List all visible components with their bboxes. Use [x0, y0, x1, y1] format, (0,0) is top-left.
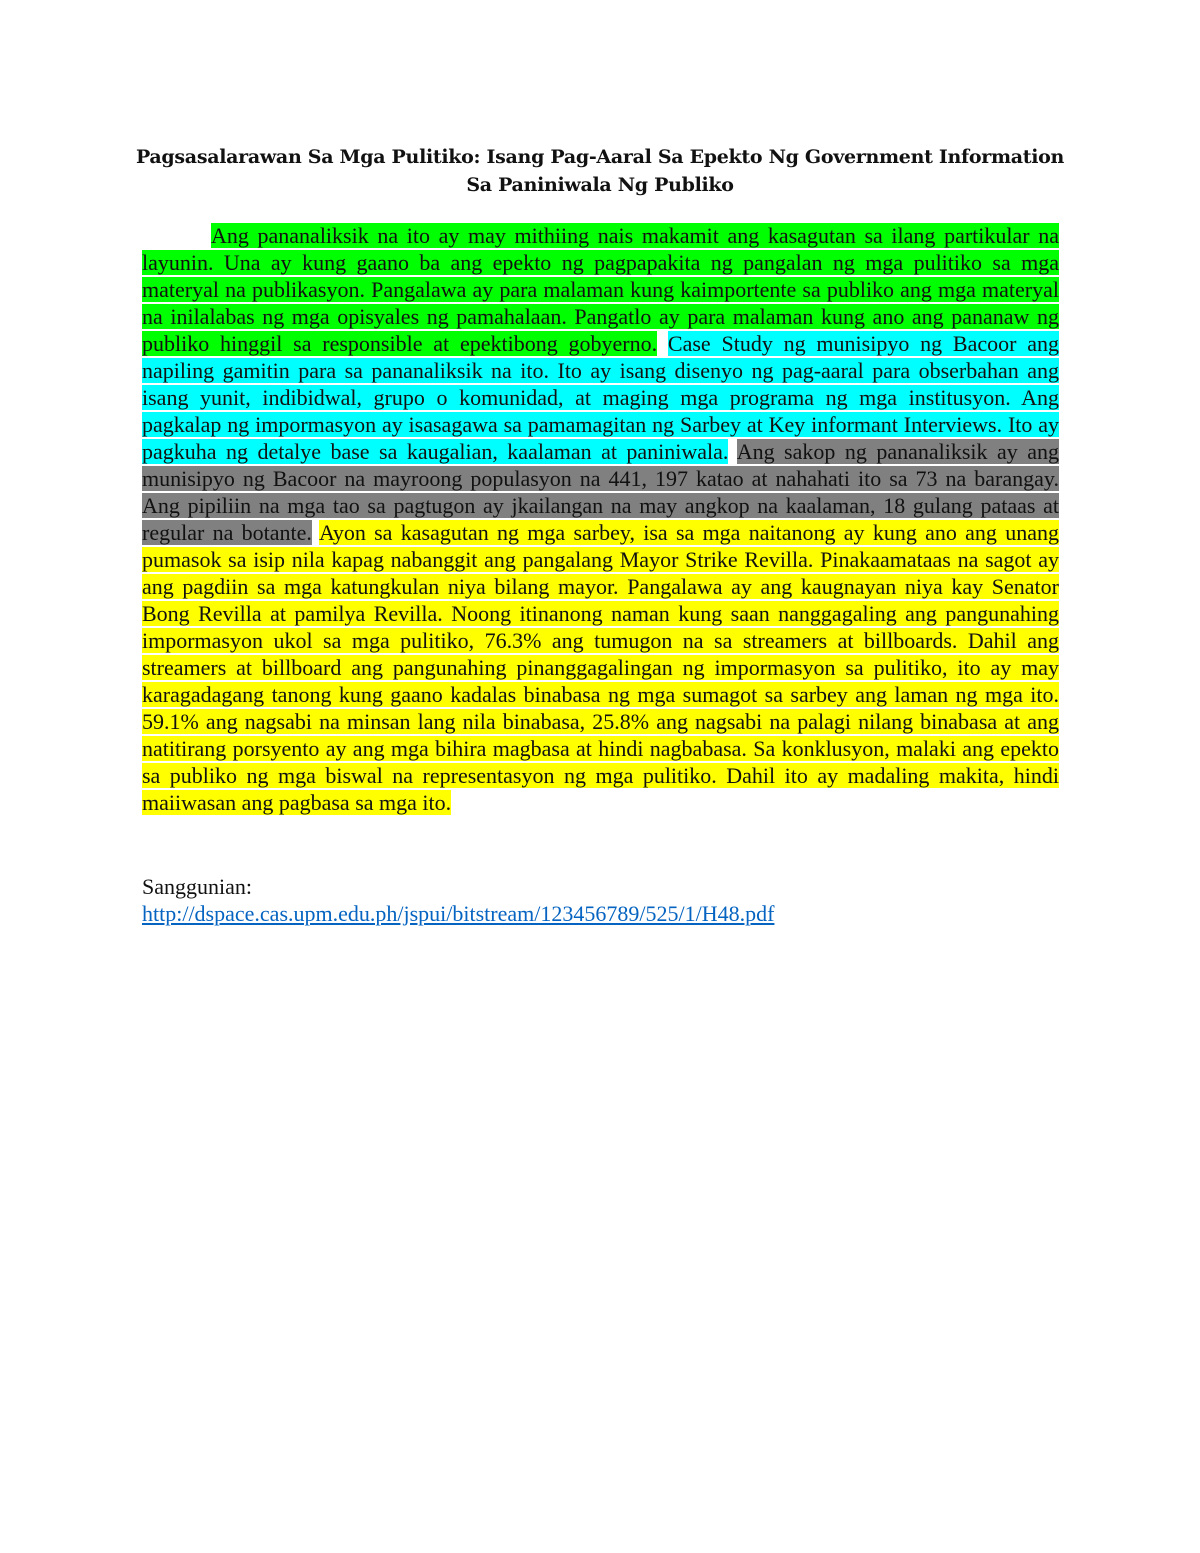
highlighted-segment-objectives: Ang pananaliksik na ito ay may mithiing nais makamit ang kasagutan sa ilang partikular na layunin. Una ay kung gaano ba ang epekto ng pagpapakita ng pangalan ng mga pulitiko sa mga materyal na publikasyon. Pangalawa ay para malaman kung kaimportente sa publiko ang mga materyal na inilalabas ng mga opisyales ng pamahalaan. Pangatlo ay para malaman kung ano ang pananaw ng publiko hinggil sa responsible at epektibong gobyerno.	[142, 223, 1059, 356]
highlighted-segment-scope: Ang sakop ng pananaliksik ay ang munisipyo ng Bacoor na mayroong populasyon na 441, 197 katao at nahahati ito sa 73 na barangay. Ang pipiliin na mga tao sa pagtugon ay jkailangan na may angkop na kaalaman, 18 gulang pataas at regular na botante.	[142, 439, 1059, 545]
body-paragraph	[142, 222, 1059, 816]
title-line-1: Pagsasalarawan Sa Mga Pulitiko: Isang Pag-Aaral Sa Epekto Ng Government Information	[135, 146, 1065, 168]
references-section	[142, 873, 1059, 927]
document-title	[130, 143, 1070, 199]
title-line-2: Sa Paniniwala Ng Publiko	[466, 174, 734, 196]
references-label: Sanggunian:	[142, 874, 252, 899]
reference-link[interactable]: http://dspace.cas.upm.edu.ph/jspui/bitstream/123456789/525/1/H48.pdf	[142, 901, 775, 926]
highlighted-segment-findings: Ayon sa kasagutan ng mga sarbey, isa sa mga naitanong ay kung ano ang unang pumasok sa isip nila kapag nabanggit ang pangalang Mayor Strike Revilla. Pinakaamataas na sagot ay ang pagdiin sa mga katungkulan niya bilang mayor. Pangalawa ay ang kaugnayan niya kay Senator Bong Revilla at pamilya Revilla. Noong itinanong naman kung saan nanggagaling ang pangunahing impormasyon ukol sa mga pulitiko, 76.3% ang tumugon na sa streamers at billboards. Dahil ang streamers at billboard ang pangunahing pinanggagalingan ng impormasyon sa pulitiko, ito ay may karagadagang tanong kung gaano kadalas binabasa ng mga sumagot sa sarbey ang laman ng mga ito. 59.1% ang nagsabi na minsan lang nila binabasa, 25.8% ang nagsabi na palagi nilang binabasa at ang natitirang porsyento ay ang mga bihira magbasa at hindi nagbabasa. Sa konklusyon, malaki ang epekto sa publiko ng mga biswal na representasyon ng mga pulitiko. Dahil ito ay madaling makita, hindi maiiwasan ang pagbasa sa mga ito.	[142, 520, 1059, 815]
highlighted-segment-method: Case Study ng munisipyo ng Bacoor ang napiling gamitin para sa pananaliksik na ito. Ito ay isang disenyo ng pag-aaral para obserbahan ang isang yunit, indibidwal, grupo o komunidad, at maging mga programa ng mga institusyon. Ang pagkalap ng impormasyon ay isasagawa sa pamamagitan ng Sarbey at Key informant Interviews. Ito ay pagkuha ng detalye base sa kaugalian, kaalaman at paniniwala.	[142, 331, 1060, 464]
